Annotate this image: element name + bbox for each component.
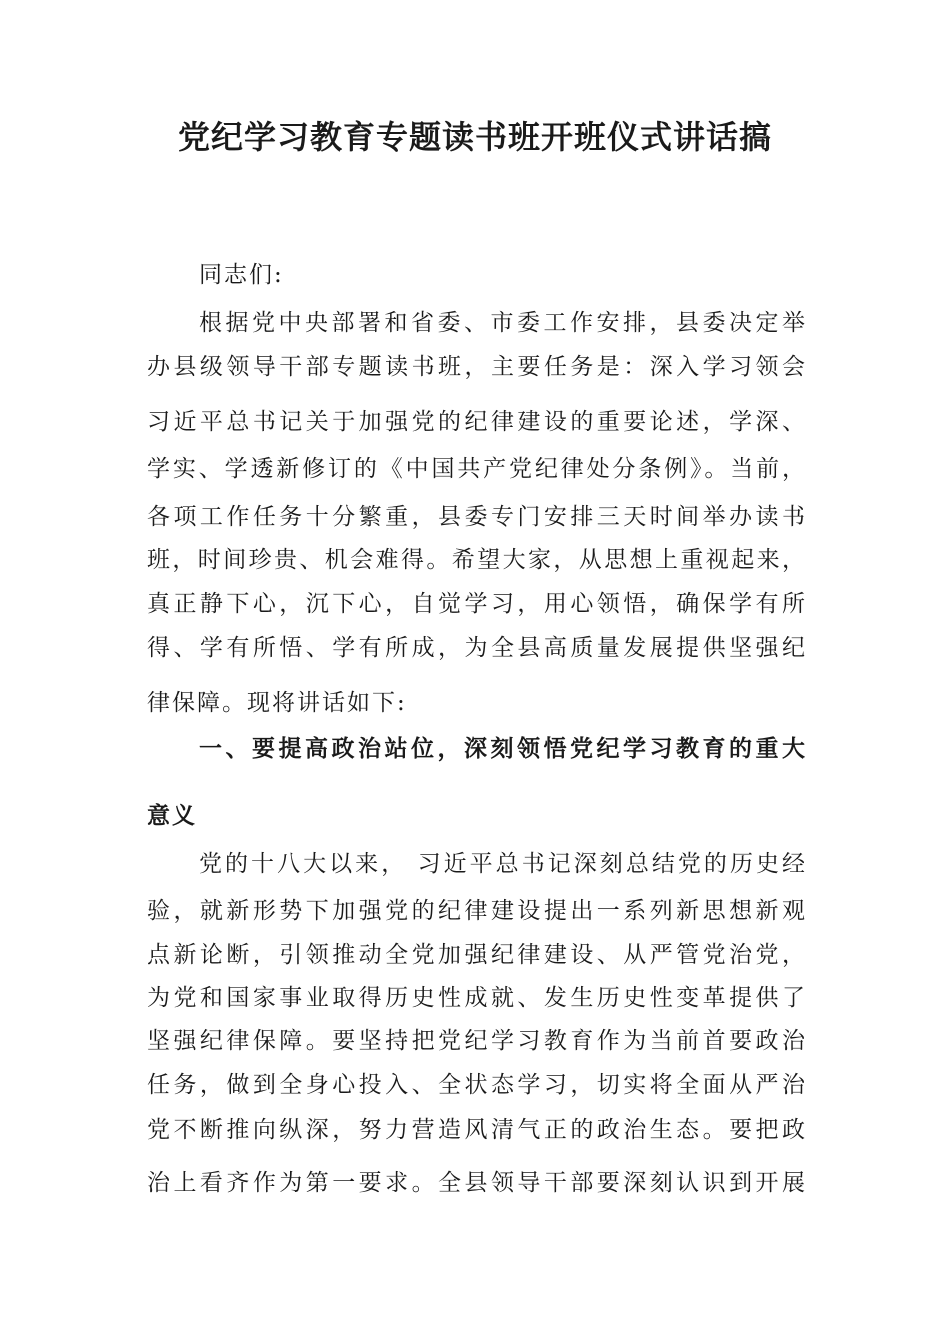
paragraph-line: 坚强纪律保障。要坚持把党纪学习教育作为当前首要政治 [147, 1028, 807, 1054]
paragraph-line: 办县级领导干部专题读书班，主要任务是：深入学习领会 [147, 354, 807, 380]
paragraph-line: 班，时间珍贵、机会难得。希望大家，从思想上重视起来， [147, 547, 807, 573]
paragraph-line: 习近平总书记关于加强党的纪律建设的重要论述，学深、 [147, 409, 807, 435]
paragraph-line: 根据党中央部署和省委、市委工作安排，县委决定举 [199, 310, 807, 336]
paragraph-line: 律保障。现将讲话如下: [147, 690, 407, 716]
paragraph-line: 验，就新形势下加强党的纪律建设提出一系列新思想新观 [147, 898, 807, 924]
paragraph-line: 任务，做到全身心投入、全状态学习，切实将全面从严治 [147, 1072, 807, 1098]
paragraph-line: 学实、学透新修订的《中国共产党纪律处分条例》。当前， [147, 456, 807, 482]
section-heading: 一、要提高政治站位，深刻领悟党纪学习教育的重大 [199, 735, 807, 762]
document-title: 党纪学习教育专题读书班开班仪式讲话搞 [177, 118, 772, 156]
paragraph-line: 党的十八大以来， 习近平总书记深刻总结党的历史经 [199, 851, 807, 877]
section-heading: 意义 [147, 802, 197, 829]
paragraph-line: 得、学有所悟、学有所成，为全县高质量发展提供坚强纪 [147, 635, 807, 661]
paragraph-line: 真正静下心，沉下心，自觉学习，用心领悟，确保学有所 [147, 591, 807, 617]
paragraph-line: 为党和国家事业取得历史性成就、发生历史性变革提供了 [147, 985, 807, 1011]
paragraph-line: 党不断推向纵深，努力营造风清气正的政治生态。要把政 [147, 1117, 807, 1143]
paragraph-line: 治上看齐作为第一要求。全县领导干部要深刻认识到开展 [147, 1170, 807, 1196]
paragraph-line: 点新论断，引领推动全党加强纪律建设、从严管党治党， [147, 942, 807, 968]
paragraph-line: 各项工作任务十分繁重，县委专门安排三天时间举办读书 [147, 504, 807, 530]
greeting: 同志们: [199, 262, 284, 288]
